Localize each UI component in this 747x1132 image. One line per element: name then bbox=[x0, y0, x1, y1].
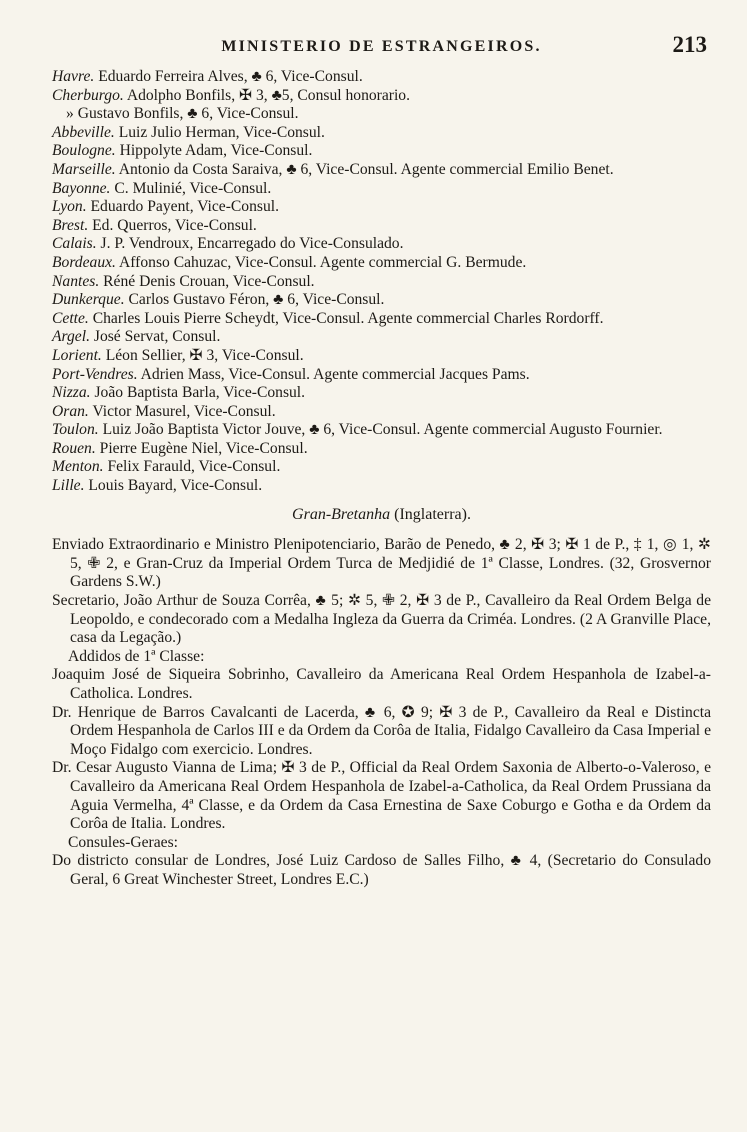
addido-entry: Joaquim José de Siqueira Sobrinho, Cavalleiro da Americana Real Ordem Hespanhola de Izabel-a-Catholica. Londres. bbox=[52, 666, 711, 702]
list-item: » Gustavo Bonfils, ♣ 6, Vice-Consul. bbox=[66, 105, 299, 123]
list-item: Lyon. Eduardo Payent, Vice-Consul. bbox=[52, 198, 279, 216]
list-item: Lille. Louis Bayard, Vice-Consul. bbox=[52, 477, 263, 495]
list-item: Cherburgo. Adolpho Bonfils, ✠ 3, ♣5, Consul honorario. bbox=[52, 86, 411, 104]
addidos-label: Addidos de 1ª Classe: bbox=[68, 647, 205, 665]
list-item: Marseille. Antonio da Costa Saraiva, ♣ 6, Vice-Consul. Agente commercial Emilio Benet. bbox=[52, 160, 614, 178]
list-item: Calais. J. P. Vendroux, Encarregado do Vice-Consulado. bbox=[52, 235, 404, 253]
list-item: Boulogne. Hippolyte Adam, Vice-Consul. bbox=[52, 142, 313, 160]
enviado-entry: Enviado Extraordinario e Ministro Plenipotenciario, Barão de Penedo, ♣ 2, ✠ 3; ✠ 1 de P., ‡ 1, ◎ 1, ✲ 5, ✙ 2, e Gran-Cruz da Imperial Ordem Turca de Medjidié de 1ª Classe, Londres. (32, Grosvernor Gardens S.W.) bbox=[52, 536, 711, 591]
secretario-entry: Secretario, João Arthur de Souza Corrêa, ♣ 5; ✲ 5, ✙ 2, ✠ 3 de P., Cavalleiro da Real Ordem Belga de Leopoldo, e condecorado com a Medalha Ingleza da Guerra da Criméa. Londres. (2 A Granville Place, casa da Legação.) bbox=[52, 592, 711, 647]
list-item: Abbeville. Luiz Julio Herman, Vice-Consul. bbox=[52, 123, 325, 141]
section-heading-gran-bretanha: Gran-Bretanha (Inglaterra). bbox=[292, 505, 471, 523]
list-item: Havre. Eduardo Ferreira Alves, ♣ 6, Vice-Consul. bbox=[52, 68, 363, 85]
list-item: Lorient. Léon Sellier, ✠ 3, Vice-Consul. bbox=[52, 346, 304, 364]
consules-label: Consules-Geraes: bbox=[68, 833, 178, 851]
running-head bbox=[52, 32, 711, 68]
list-item: Port-Vendres. Adrien Mass, Vice-Consul. Agente commercial Jacques Pams. bbox=[52, 365, 530, 383]
addido-entry: Dr. Henrique de Barros Cavalcanti de Lacerda, ♣ 6, ✪ 9; ✠ 3 de P., Cavalleiro da Real e Distincta Ordem Hespanhola de Carlos III e da Ordem da Corôa de Italia, Fidalgo Cavalleiro da Casa Imperial e Moço Fidalgo com exercicio. Londres. bbox=[52, 703, 711, 758]
list-item: Menton. Felix Farauld, Vice-Consul. bbox=[52, 458, 281, 476]
list-item: Bordeaux. Affonso Cahuzac, Vice-Consul. Agente commercial G. Bermude. bbox=[52, 253, 527, 271]
list-item: Bayonne. C. Mulinié, Vice-Consul. bbox=[52, 179, 272, 197]
list-item: Brest. Ed. Querros, Vice-Consul. bbox=[52, 216, 257, 234]
list-item: Rouen. Pierre Eugène Niel, Vice-Consul. bbox=[52, 439, 308, 457]
page-number: 213 bbox=[672, 32, 707, 57]
page-title: MINISTERIO DE ESTRANGEIROS. bbox=[221, 38, 542, 55]
addido-entry: Dr. Cesar Augusto Vianna de Lima; ✠ 3 de P., Official da Real Ordem Saxonia de Alberto-o-Valeroso, e Cavalleiro da Americana Real Ordem Hespanhola de Izabel-a-Catholica, da Real Ordem Prussiana da Aguia Vermelha, 4ª Classe, e da Ordem da Casa Ernestina de Saxe Coburgo e Gotha e da Ordem da Corôa de Italia. Londres. bbox=[52, 759, 711, 833]
list-item: Nantes. Réné Denis Crouan, Vice-Consul. bbox=[52, 272, 315, 290]
list-item: Cette. Charles Louis Pierre Scheydt, Vice-Consul. Agente commercial Charles Rordorff. bbox=[52, 309, 604, 327]
list-item: Nizza. João Baptista Barla, Vice-Consul. bbox=[52, 384, 306, 402]
list-item: Oran. Victor Masurel, Vice-Consul. bbox=[52, 402, 276, 420]
consul-entry: Do districto consular de Londres, José Luiz Cardoso de Salles Filho, ♣ 4, (Secretario do Consulado Geral, 6 Great Winchester Street, Londres E.C.) bbox=[52, 852, 711, 888]
list-item: Argel. José Servat, Consul. bbox=[52, 328, 221, 346]
list-item: Toulon. Luiz João Baptista Victor Jouve, ♣ 6, Vice-Consul. Agente commercial Augusto Fournier. bbox=[52, 421, 663, 439]
list-item: Dunkerque. Carlos Gustavo Féron, ♣ 6, Vice-Consul. bbox=[52, 291, 385, 309]
consulate-list-france bbox=[52, 68, 711, 890]
